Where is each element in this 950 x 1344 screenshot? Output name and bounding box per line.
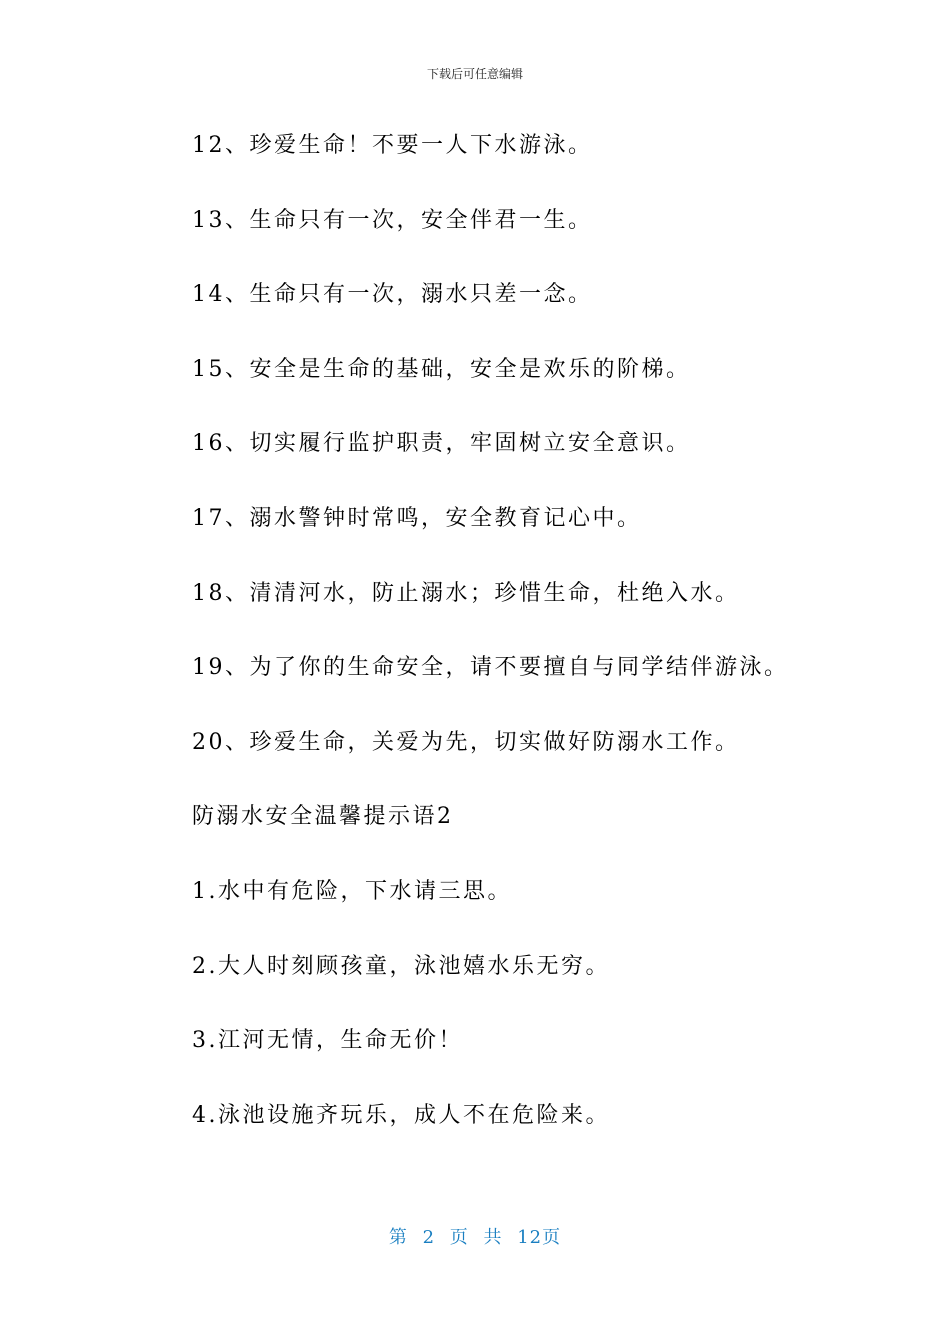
list-item: 19、为了你的生命安全，请不要擅自与同学结伴游泳。 — [192, 655, 789, 681]
list-item: 4.泳池设施齐玩乐，成人不在危险来。 — [192, 1102, 610, 1128]
footer-di: 第 — [388, 1227, 408, 1248]
page-header-note: 下载后可任意编辑 — [426, 67, 523, 81]
footer-page-number: 2 — [422, 1227, 436, 1248]
footer-ye: 页 — [449, 1227, 469, 1248]
list-item: 16、切实履行监护职责，牢固树立安全意识。 — [192, 431, 691, 457]
section-heading: 防溺水安全温馨提示语2 — [192, 804, 454, 830]
document-body — [192, 128, 812, 1172]
list-item: 3.江河无情，生命无价！ — [192, 1028, 463, 1054]
list-item: 1.水中有危险，下水请三思。 — [192, 878, 512, 904]
list-item: 12、珍爱生命！不要一人下水游泳。 — [192, 133, 593, 158]
list-item: 2.大人时刻顾孩童，泳池嬉水乐无穷。 — [192, 953, 610, 979]
list-item: 15、安全是生命的基础，安全是欢乐的阶梯。 — [192, 356, 691, 382]
list-item: 20、珍爱生命，关爱为先，切实做好防溺水工作。 — [192, 729, 740, 755]
footer-total-pages: 12页 — [517, 1227, 562, 1248]
list-item: 17、溺水警钟时常鸣，安全教育记心中。 — [192, 505, 642, 531]
list-item: 18、清清河水，防止溺水；珍惜生命，杜绝入水。 — [192, 580, 740, 606]
page-footer — [0, 1226, 950, 1250]
list-item: 13、生命只有一次，安全伴君一生。 — [192, 207, 593, 233]
list-item: 14、生命只有一次，溺水只差一念。 — [192, 282, 593, 308]
footer-gong: 共 — [483, 1227, 503, 1248]
